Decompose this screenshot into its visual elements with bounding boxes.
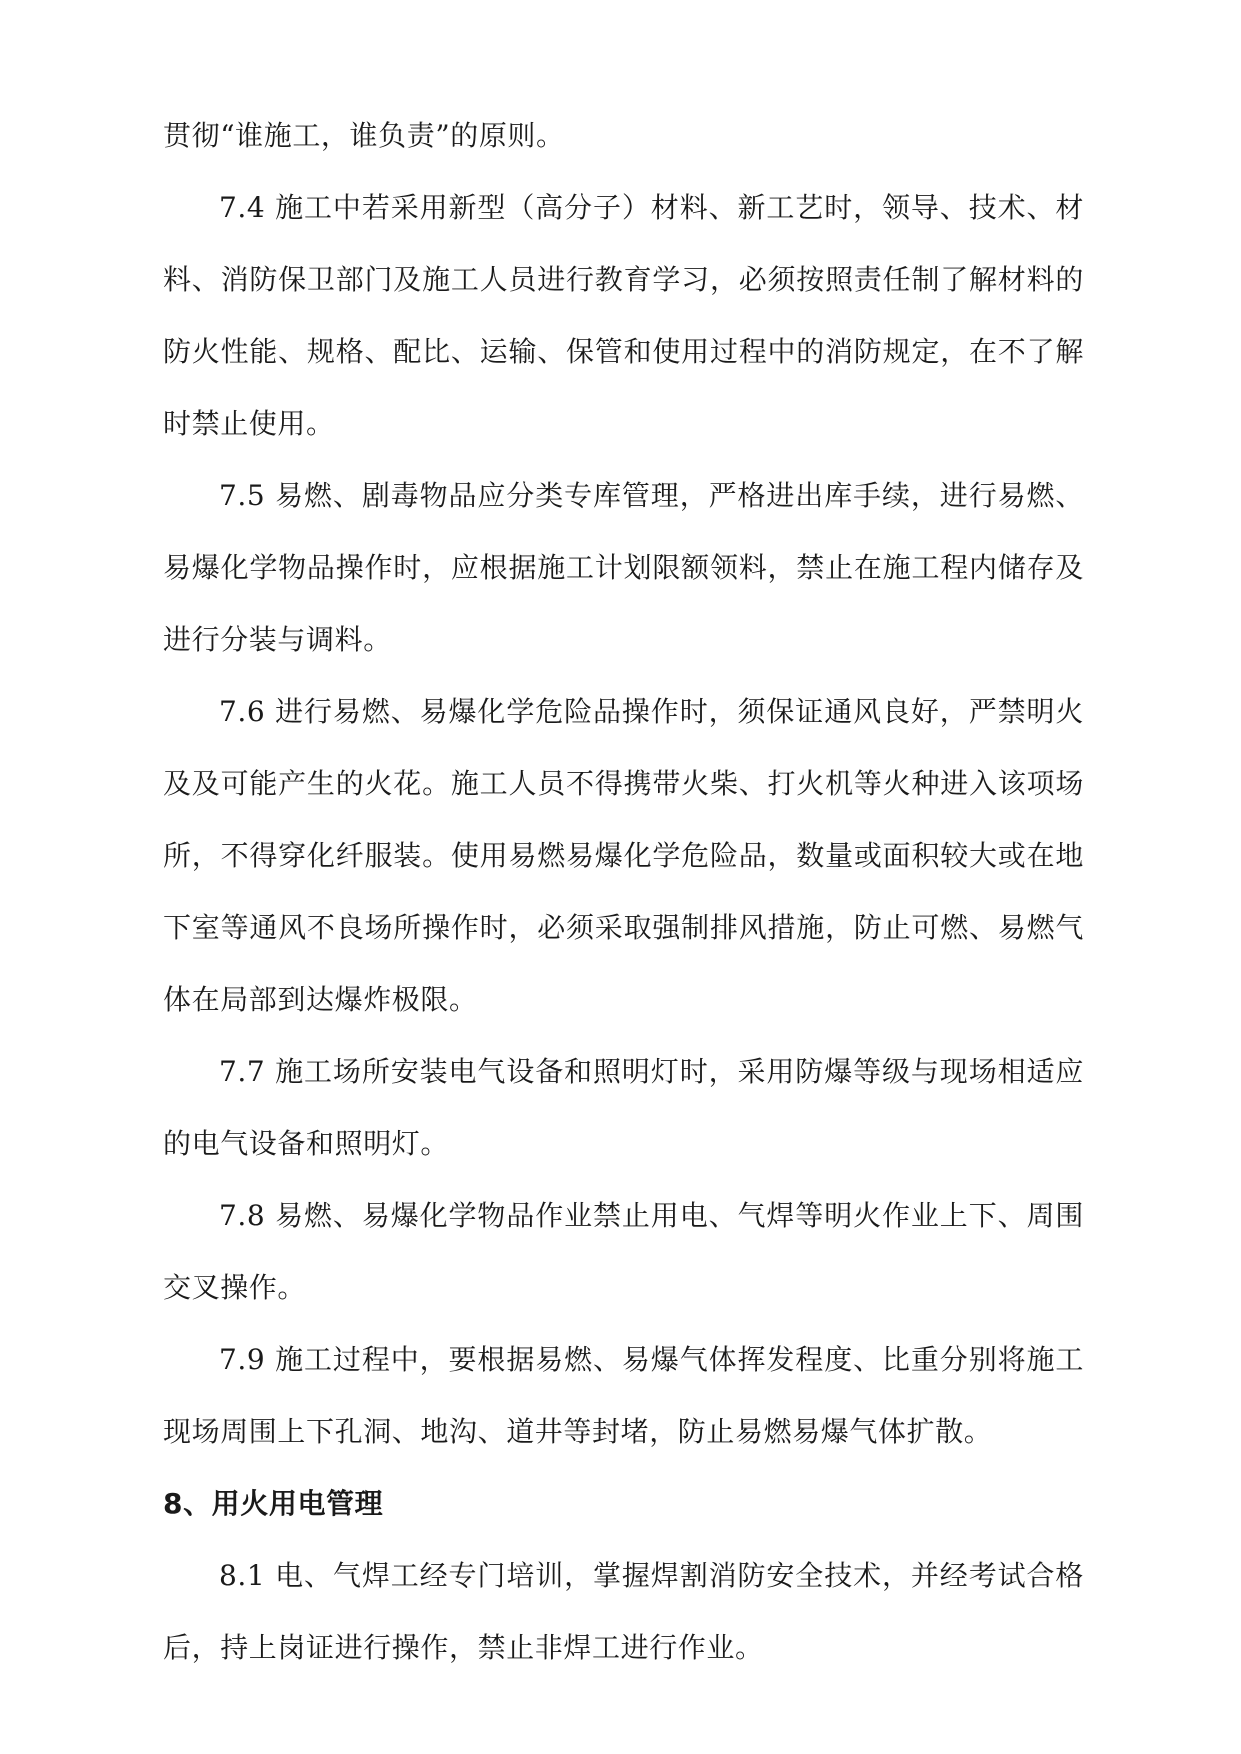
paragraph-7-4: 7.4 施工中若采用新型（高分子）材料、新工艺时，领导、技术、材料、消防保卫部门及施工人员进行教育学习，必须按照责任制了解材料的防火性能、规格、配比、运输、保管和使用过程中的消防规定，在不了解时禁止使用。 [163, 191, 1084, 440]
paragraph-8-1: 8.1 电、气焊工经专门培训，掌握焊割消防安全技术，并经考试合格后，持上岗证进行操作，禁止非焊工进行作业。 [163, 1559, 1084, 1664]
paragraph-7-9: 7.9 施工过程中，要根据易燃、易爆气体挥发程度、比重分别将施工现场周围上下孔洞、地沟、道井等封堵，防止易燃易爆气体扩散。 [163, 1343, 1084, 1448]
section-heading: 8、用火用电管理 [163, 1487, 384, 1520]
paragraph-7-8: 7.8 易燃、易爆化学物品作业禁止用电、气焊等明火作业上下、周围交叉操作。 [163, 1199, 1084, 1304]
paragraph-7-7: 7.7 施工场所安装电气设备和照明灯时，采用防爆等级与现场相适应的电气设备和照明灯。 [163, 1055, 1084, 1160]
paragraph-7-5: 7.5 易燃、剧毒物品应分类专库管理，严格进出库手续，进行易燃、易爆化学物品操作时，应根据施工计划限额领料，禁止在施工程内储存及进行分装与调料。 [163, 479, 1084, 656]
paragraph-continuation: 贯彻“谁施工，谁负责”的原则。 [163, 119, 565, 152]
document-page [163, 100, 1084, 1684]
paragraph-7-6: 7.6 进行易燃、易爆化学危险品操作时，须保证通风良好，严禁明火及及可能产生的火花。施工人员不得携带火柴、打火机等火种进入该项场所，不得穿化纤服装。使用易燃易爆化学危险品，数量或面积较大或在地下室等通风不良场所操作时，必须采取强制排风措施，防止可燃、易燃气体在局部到达爆炸极限。 [163, 695, 1084, 1016]
